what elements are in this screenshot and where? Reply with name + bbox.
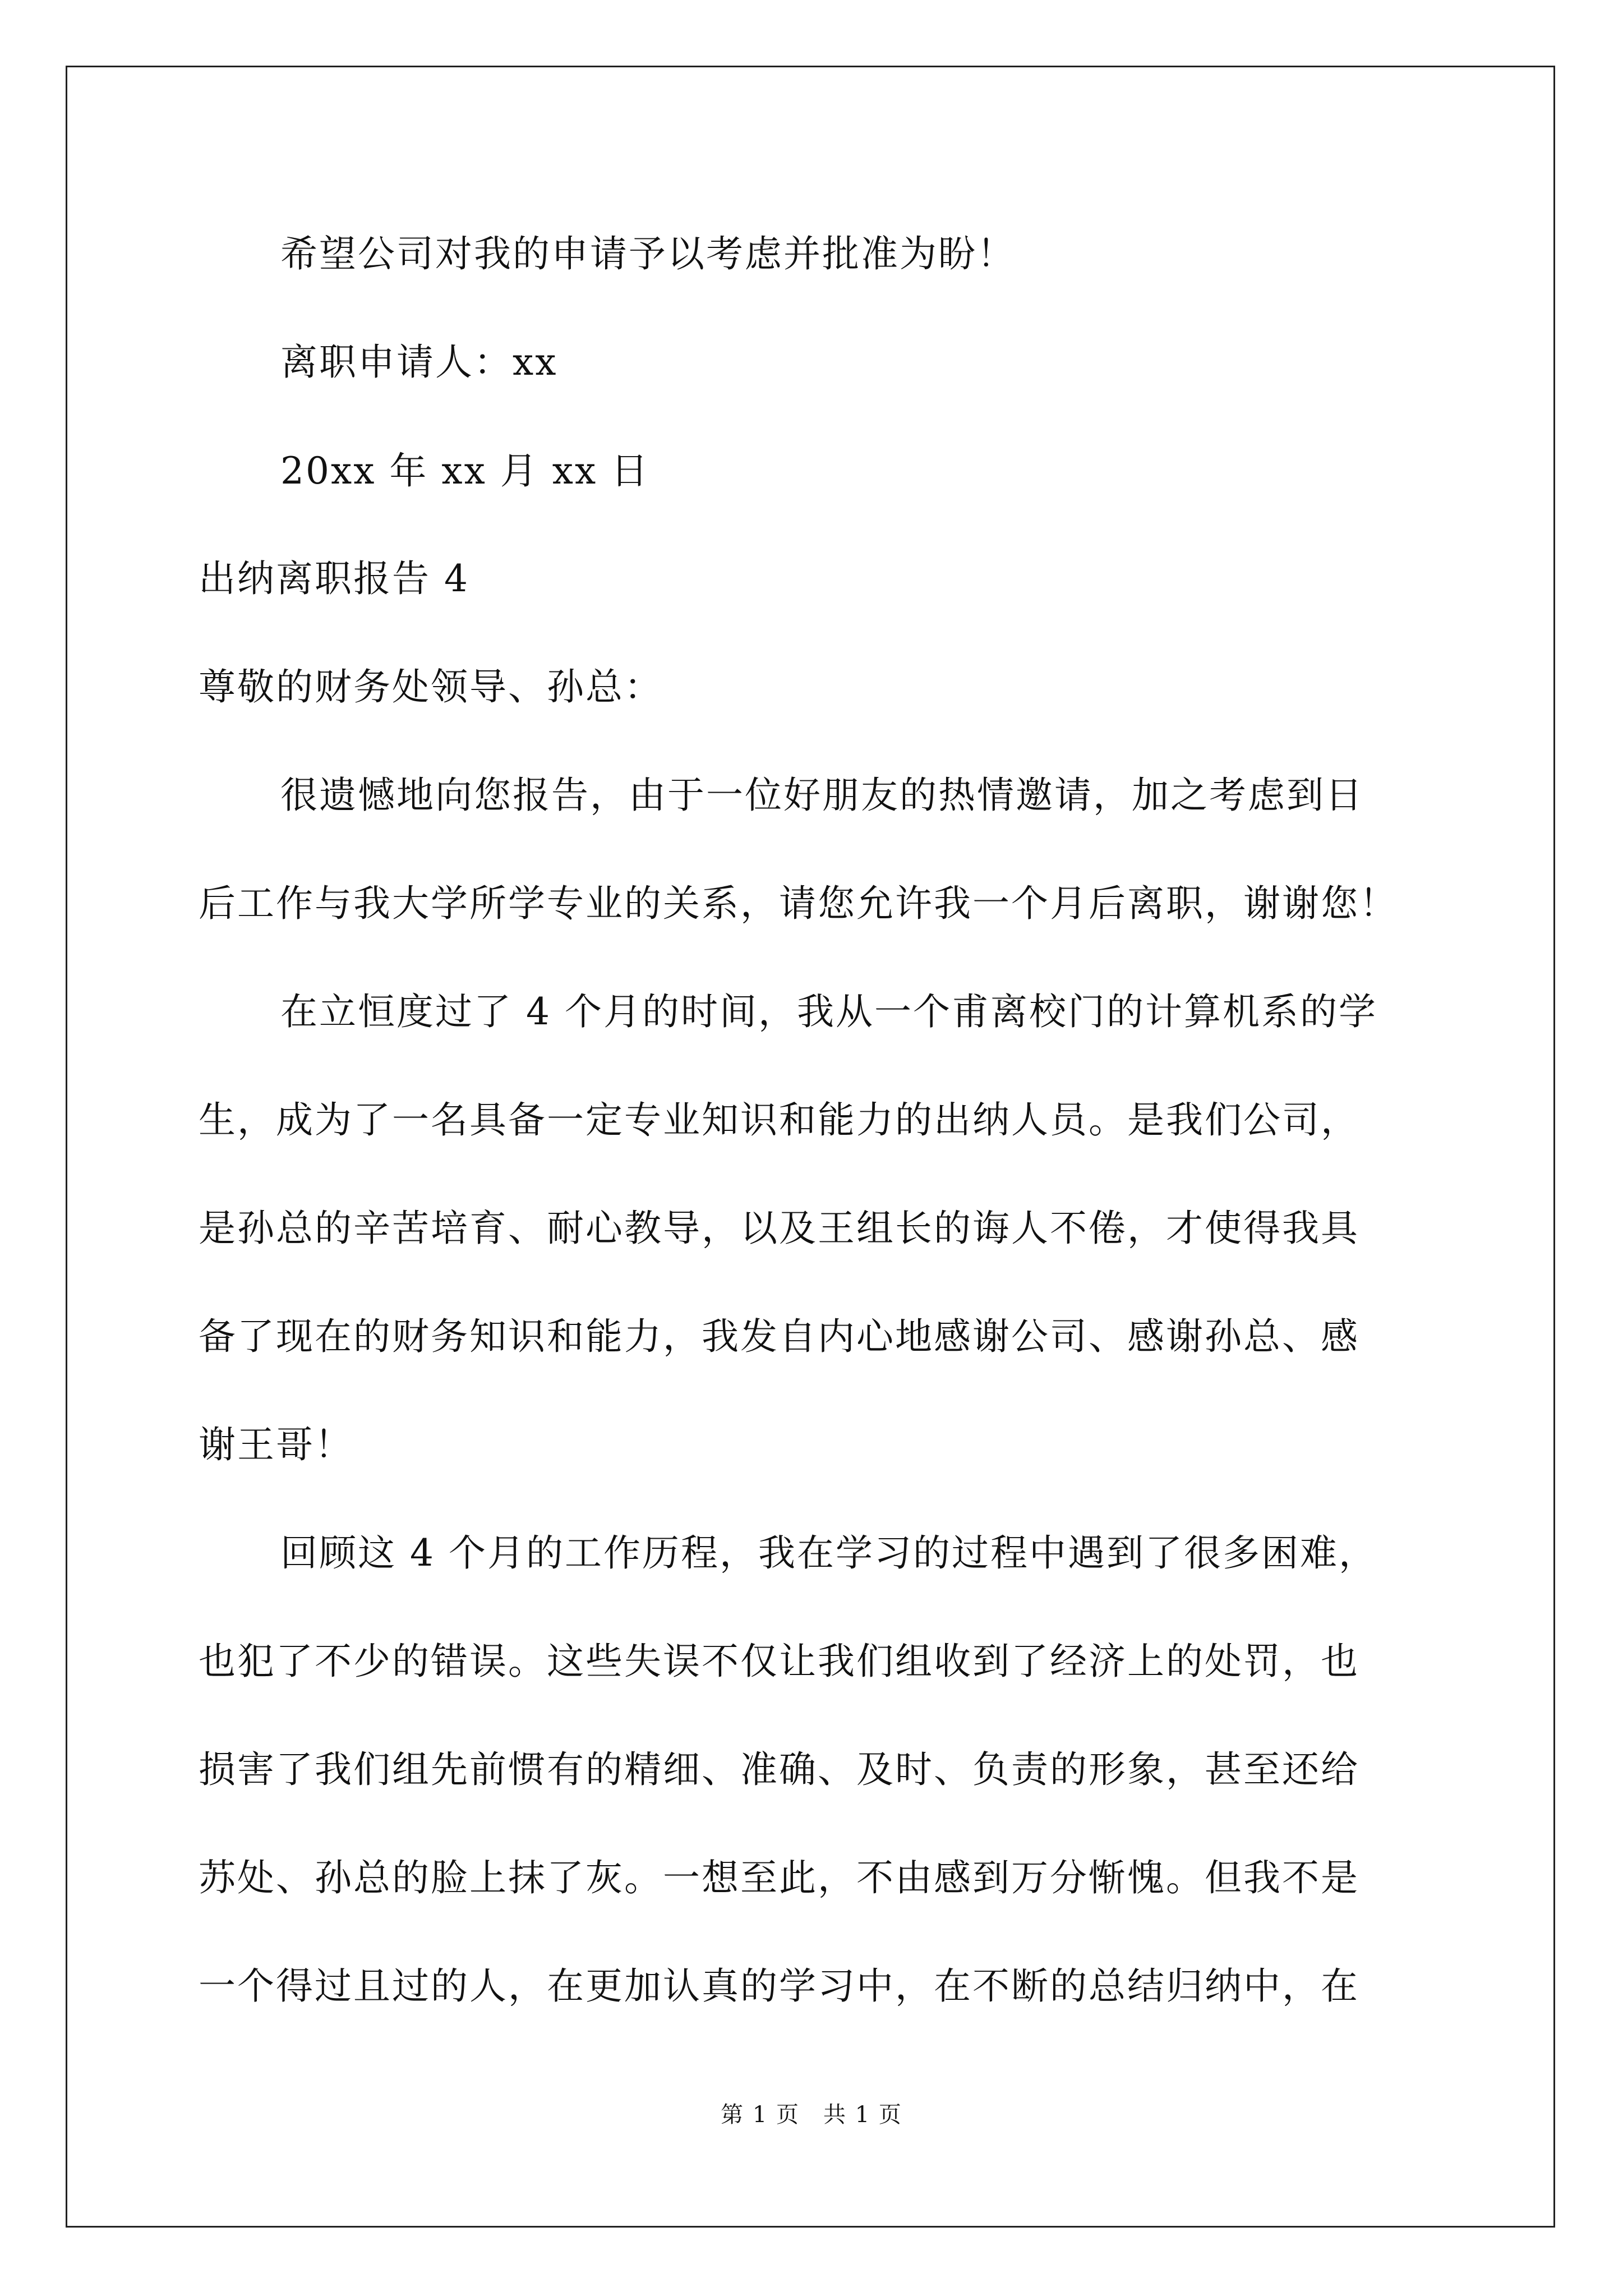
- closing-request-line: 希望公司对我的申请予以考虑并批准为盼！: [280, 232, 1016, 275]
- paragraph-line: 苏处、孙总的脸上抹了灰。一想至此，不由感到万分惭愧。但我不是: [199, 1856, 1359, 1899]
- paragraph-line: 在立恒度过了 4 个月的时间，我从一个甫离校门的计算机系的学: [280, 990, 1377, 1033]
- paragraph-line: 一个得过且过的人，在更加认真的学习中，在不断的总结归纳中，在: [199, 1964, 1359, 2008]
- salutation: 尊敬的财务处领导、孙总：: [199, 665, 663, 708]
- paragraph-line: 后工作与我大学所学专业的关系，请您允许我一个月后离职，谢谢您！: [199, 882, 1398, 925]
- paragraph-line: 损害了我们组先前惯有的精细、准确、及时、负责的形象，甚至还给: [199, 1748, 1359, 1791]
- paragraph-line: 是孙总的辛苦培育、耐心教导，以及王组长的诲人不倦，才使得我具: [199, 1207, 1359, 1250]
- applicant-signature: 离职申请人：xx: [280, 341, 558, 384]
- section-title: 出纳离职报告 4: [199, 557, 469, 600]
- page-footer: 第 1 页 共 1 页: [721, 2102, 902, 2128]
- paragraph-line: 谢王哥！: [199, 1423, 353, 1466]
- date-line: 20xx 年 xx 月 xx 日: [280, 449, 650, 493]
- page-border: [66, 66, 1555, 2228]
- paragraph-line: 很遗憾地向您报告，由于一位好朋友的热情邀请，加之考虑到日: [280, 774, 1364, 817]
- paragraph-line: 回顾这 4 个月的工作历程，我在学习的过程中遇到了很多困难，: [280, 1531, 1377, 1575]
- paragraph-line: 备了现在的财务知识和能力，我发自内心地感谢公司、感谢孙总、感: [199, 1315, 1359, 1358]
- paragraph-line: 生，成为了一名具备一定专业知识和能力的出纳人员。是我们公司，: [199, 1098, 1359, 1142]
- paragraph-line: 也犯了不少的错误。这些失误不仅让我们组收到了经济上的处罚，也: [199, 1640, 1359, 1683]
